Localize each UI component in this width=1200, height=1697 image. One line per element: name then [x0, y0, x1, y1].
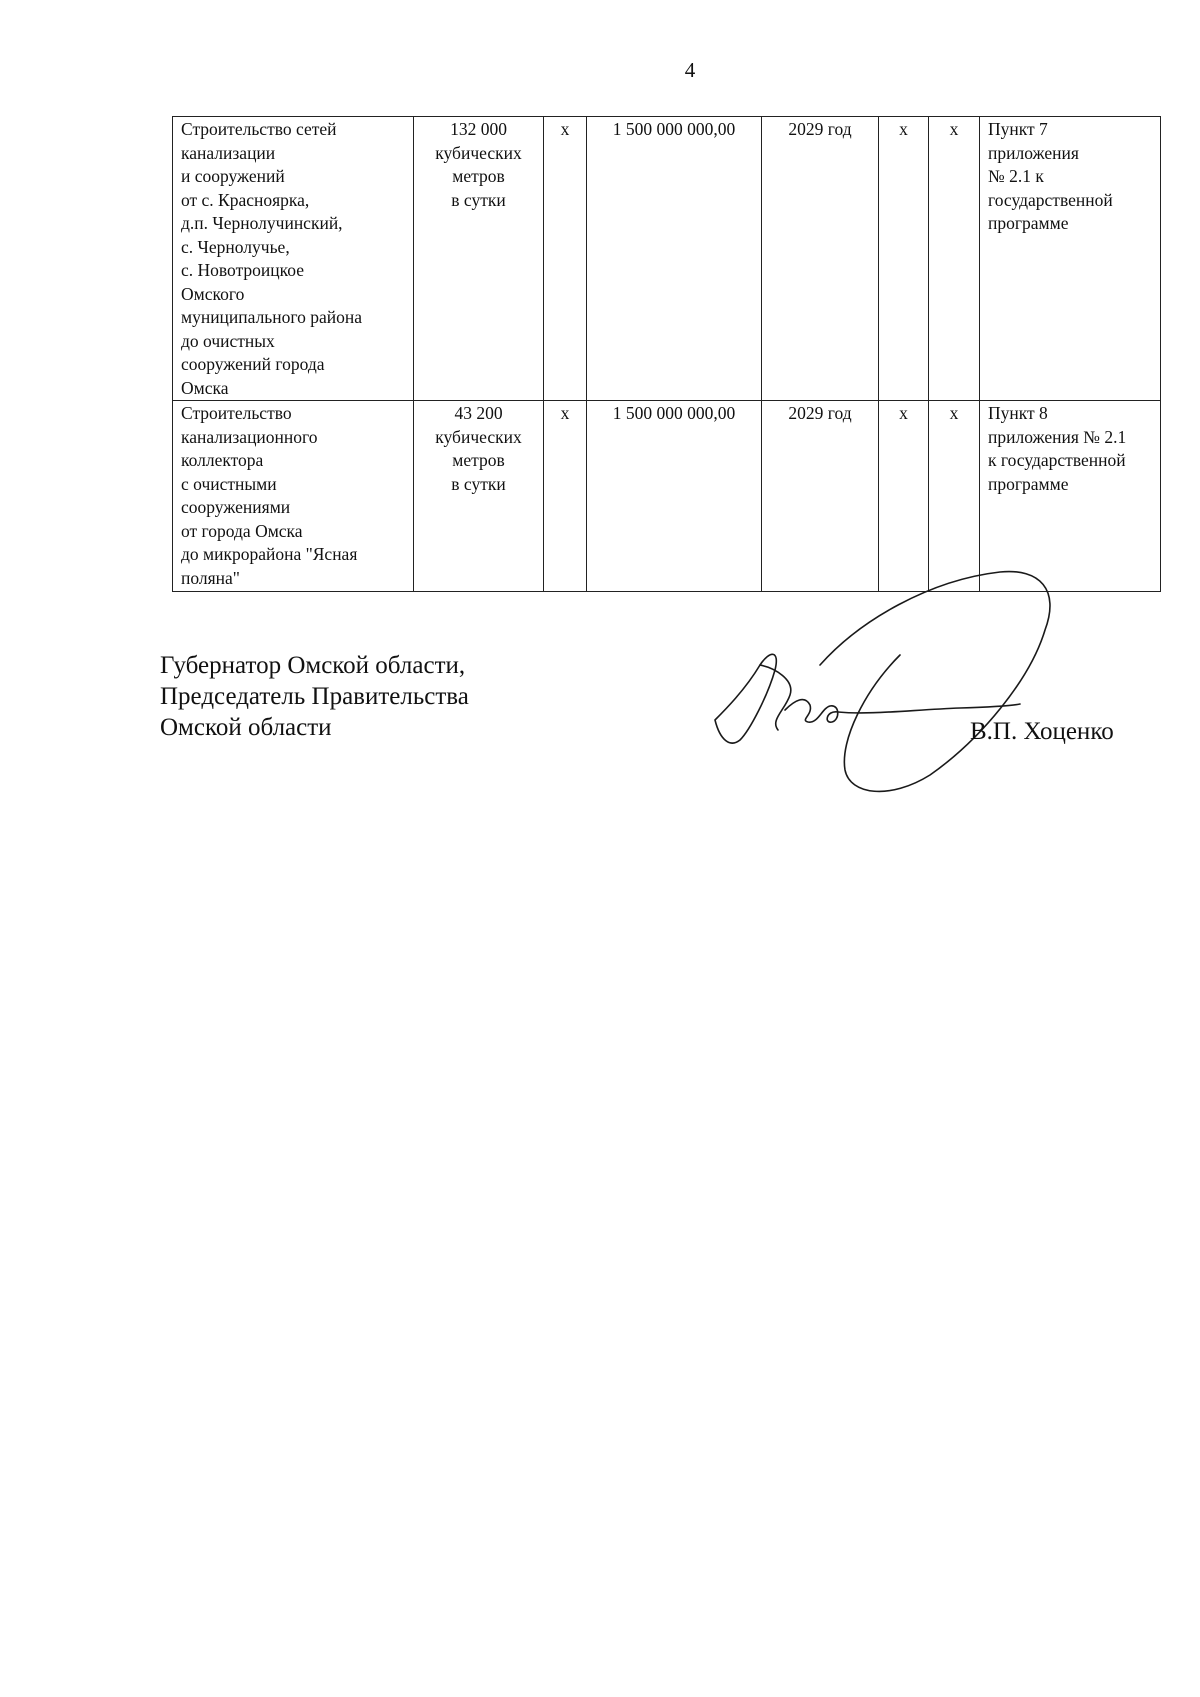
mark-cell: х: [544, 401, 587, 592]
signatory-title-line: Омской области: [160, 714, 332, 741]
works-table: [172, 116, 1161, 592]
object-name-cell: Строительство сетей канализации и сооружений от с. Краснoярка, д.п. Чернолучинский, с. Чернолучье, с. Новотроицкое Омского муниципального района до очистных сооружений города Омска: [173, 117, 414, 401]
signatory-title-line: Председатель Правительства: [160, 683, 469, 710]
handwritten-signature: [700, 570, 1100, 800]
reference-cell: Пункт 8 приложения № 2.1 к государственной программе: [980, 401, 1161, 592]
table-row: [173, 117, 1161, 401]
mark-cell: х: [929, 401, 980, 592]
signatory-title-line: Губернатор Омской области,: [160, 652, 466, 679]
year-cell: 2029 год: [762, 117, 879, 401]
mark-cell: х: [879, 401, 929, 592]
mark-cell: х: [929, 117, 980, 401]
capacity-cell: 43 200 кубических метров в сутки: [414, 401, 544, 592]
page-number: 4: [684, 58, 696, 82]
mark-cell: х: [544, 117, 587, 401]
mark-cell: х: [879, 117, 929, 401]
reference-cell: Пункт 7 приложения № 2.1 к государственной программе: [980, 117, 1161, 401]
year-cell: 2029 год: [762, 401, 879, 592]
signatory-name: В.П. Хоценко: [970, 718, 1114, 745]
capacity-cell: 132 000 кубических метров в сутки: [414, 117, 544, 401]
table-row: [173, 401, 1161, 592]
object-name-cell: Строительство канализационного коллектора с очистными сооружениями от города Омска до микрорайона "Ясная поляна": [173, 401, 414, 592]
cost-cell: 1 500 000 000,00: [587, 117, 762, 401]
signatory-title: [160, 650, 469, 743]
cost-cell: 1 500 000 000,00: [587, 401, 762, 592]
